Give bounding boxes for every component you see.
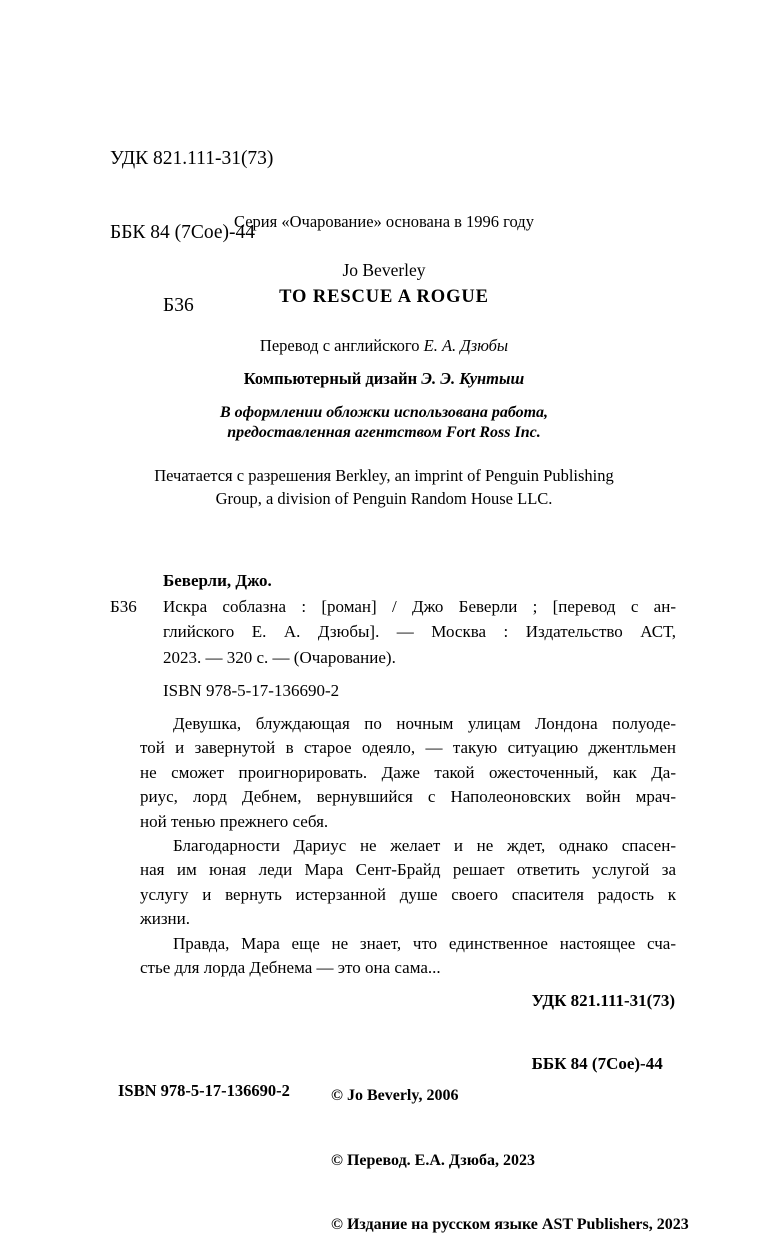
translator-name: Е. А. Дзюбы (423, 336, 509, 355)
original-author: Jo Beverley (342, 260, 426, 280)
original-title: TO RESCUE A ROGUE (279, 287, 489, 307)
translation-credit (0, 336, 768, 356)
cip-description-line-1: Искра соблазна : [роман] / Джо Беверли ; [перевод с ан- (163, 596, 676, 616)
annotation-text (140, 712, 676, 980)
series-statement: Серия «Очарование» основана в 1996 году (234, 212, 534, 231)
annotation-line: ная им юная леди Мара Сент-Брайд решает ответить услугой за (140, 860, 676, 880)
design-credit (0, 369, 768, 389)
publication-permission-note (0, 464, 768, 510)
annotation-line: риус, лорд Дебнем, вернувшийся с Наполеоновских войн мрач- (140, 787, 676, 807)
annotation-line: той и завернутой в старое одеяло, — такую ситуацию джентльмен (140, 738, 676, 758)
design-credit-label: Компьютерный дизайн (243, 369, 422, 388)
author-sigil-top: Б36 (163, 295, 194, 316)
cip-sigil: Б36 (110, 596, 137, 616)
copyright-line-original: © Jo Beverly, 2006 (331, 1087, 459, 1104)
annotation-line: Правда, Мара еще не знает, что единственное настоящее сча- (173, 933, 676, 953)
annotation-paragraph-2 (140, 834, 676, 932)
translation-credit-label: Перевод с английского (259, 336, 424, 355)
cover-artwork-note-line-1: В оформлении обложки использована работа, (219, 404, 549, 421)
front-matter-center-block (0, 212, 768, 510)
cip-author-heading: Беверли, Джо. (163, 571, 272, 590)
publication-permission-line-1: Печатается с разрешения Berkley, an imprint of Penguin Publishing (154, 466, 614, 485)
copyright-line-edition: © Издание на русском языке AST Publishers, 2023 (331, 1216, 689, 1233)
annotation-line: Девушка, блуждающая по ночным улицам Лондона полуоде- (173, 714, 676, 733)
footer-isbn: ISBN 978-5-17-136690-2 (118, 1081, 290, 1100)
annotation-line: услугу и вернуть истерзанной душе своего спасителя радость к (140, 884, 676, 904)
udk-code-bottom: УДК 821.111-31(73) (531, 991, 675, 1010)
cip-isbn: ISBN 978-5-17-136690-2 (163, 681, 340, 700)
copyright-notices (331, 1042, 689, 1241)
cataloging-in-publication-block (110, 568, 676, 704)
cover-artwork-note-line-2: предоставленная агентством Fort Ross Inc. (227, 423, 541, 441)
annotation-line: ной тенью прежнего себя. (140, 811, 329, 831)
annotation-paragraph-1 (140, 712, 676, 834)
bbk-code-bottom: ББК 84 (7Сое)-44 (531, 1054, 663, 1073)
copyright-line-translation: © Перевод. Е.А. Дзюба, 2023 (331, 1151, 535, 1169)
annotation-line: не сможет проигнорировать. Даже такой ожесточенный, как Да- (140, 762, 676, 782)
designer-name: Э. Э. Кунтыш (421, 369, 525, 388)
bbk-code-top: ББК 84 (7Сое)-44 (110, 221, 256, 243)
annotation-line: стье для лорда Дебнема — это она сама... (140, 958, 441, 978)
cip-description-line-3: 2023. — 320 с. — (Очарование). (163, 647, 396, 667)
cip-description-line-2: глийского Е. А. Дзюбы]. — Москва : Издательство АСТ, (163, 622, 676, 641)
publication-permission-line-2: Group, a division of Penguin Random House LLC. (215, 489, 553, 508)
cover-artwork-note (0, 403, 768, 442)
annotation-line: Благодарности Дариус не желает и не ждет, однако спасен- (173, 836, 676, 856)
annotation-line: жизни. (140, 909, 191, 929)
cip-description (110, 594, 676, 671)
udk-code-top: УДК 821.111-31(73) (110, 148, 274, 169)
